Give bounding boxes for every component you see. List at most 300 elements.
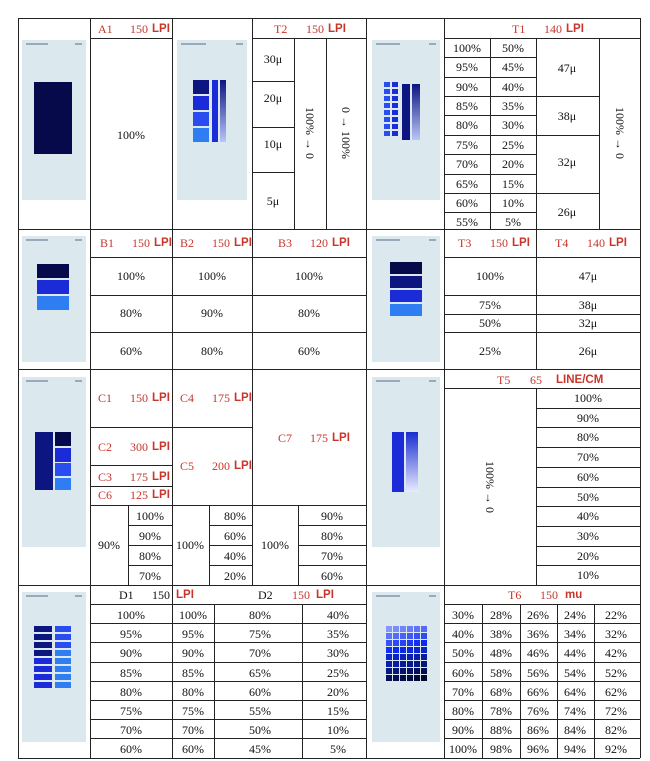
b1-lpi-value: 150 xyxy=(132,236,150,250)
t6-swatch xyxy=(407,640,413,646)
grid-line xyxy=(444,77,536,78)
t1-percent: 55% xyxy=(456,215,478,229)
b1-lpi-unit: LPI xyxy=(154,237,172,249)
d2-value: 60% xyxy=(182,742,204,757)
t1-thickness: 26μ xyxy=(557,205,577,219)
grid-line xyxy=(536,447,640,448)
t6-value: 38% xyxy=(490,627,512,642)
d-swatch xyxy=(55,642,71,648)
thumb-header-text xyxy=(429,380,436,382)
t5-gradient-label: 100% → 0 xyxy=(483,461,497,513)
t6-value: 52% xyxy=(605,665,627,680)
t6-value: 150 xyxy=(540,588,558,602)
t5-value: 50% xyxy=(577,489,599,504)
t6-swatch xyxy=(400,640,406,646)
t6-value: 70% xyxy=(452,684,474,699)
c6-name: C6 xyxy=(98,488,113,502)
t6-swatch xyxy=(386,633,392,639)
d2-value: 70% xyxy=(249,646,271,661)
thumb-header-text xyxy=(376,239,400,241)
grid-line xyxy=(444,295,640,296)
c2-lpi-unit: LPI xyxy=(152,441,170,453)
t6-swatch xyxy=(407,654,413,660)
b1-name: B1 xyxy=(100,236,115,250)
t4-thickness: 47μ xyxy=(578,269,598,283)
t6-value: 84% xyxy=(564,723,586,738)
grid-line xyxy=(90,486,172,487)
d2-value: 80% xyxy=(249,608,271,622)
t3-value: 50% xyxy=(479,316,501,330)
t2-swatch xyxy=(193,128,209,142)
t6-swatch xyxy=(386,668,392,674)
c7-lpi-unit: LPI xyxy=(332,432,350,444)
c-grid-value: 90% xyxy=(139,529,161,543)
c3-lpi-unit: LPI xyxy=(152,471,170,483)
grid-line xyxy=(128,565,172,566)
grid-line xyxy=(536,38,537,229)
grid-line xyxy=(90,662,366,663)
t1-percent: 15% xyxy=(502,177,524,191)
d2-value: 90% xyxy=(182,646,204,661)
a1-lpi-unit: LPI xyxy=(152,23,170,35)
t1-swatch xyxy=(392,131,398,136)
t6-value: 72% xyxy=(605,704,627,718)
b3-lpi-value: 120 xyxy=(310,236,328,250)
t6-swatch xyxy=(421,654,427,660)
d2-value: 40% xyxy=(327,608,349,622)
grid-line xyxy=(90,465,172,466)
d-swatch xyxy=(34,642,52,648)
grid-line xyxy=(90,700,366,701)
t1-swatch xyxy=(384,117,390,122)
d2-value: 5% xyxy=(330,742,346,757)
thumb-header-text xyxy=(376,43,400,45)
grid-line xyxy=(90,623,366,624)
c-grid-value: 60% xyxy=(321,569,343,583)
d1-value: 85% xyxy=(120,665,142,680)
t6-value: 64% xyxy=(564,684,586,699)
c-grid-value: 60% xyxy=(224,529,246,543)
t6-value: 46% xyxy=(527,646,549,661)
d2-value: 75% xyxy=(249,627,271,642)
grid-line xyxy=(536,526,640,527)
thumb-header xyxy=(376,43,436,48)
t1-percent: 40% xyxy=(502,80,524,94)
t6-swatch xyxy=(407,675,413,681)
t4-thickness: 32μ xyxy=(578,316,598,330)
t5-unit: LINE/CM xyxy=(556,374,604,386)
thumb-header-text xyxy=(181,43,206,45)
b-swatch xyxy=(37,296,69,310)
t6-swatch xyxy=(400,654,406,660)
t1-percent: 50% xyxy=(502,41,524,55)
b3-value: 80% xyxy=(298,306,320,320)
b2-name: B2 xyxy=(180,236,195,250)
c6-lpi-unit: LPI xyxy=(152,489,170,501)
t2-name: T2 xyxy=(274,22,288,36)
grid-line xyxy=(90,295,366,296)
t6-swatch xyxy=(407,661,413,667)
c-grid-value: 40% xyxy=(224,549,246,563)
t6-swatch xyxy=(393,654,399,660)
t2-thickness: 5μ xyxy=(266,194,280,208)
t6-unit: mu xyxy=(565,589,583,601)
c5-name: C5 xyxy=(180,459,195,473)
t6-swatch xyxy=(400,661,406,667)
grid-line xyxy=(536,408,640,409)
d-swatch xyxy=(55,674,71,680)
thumb-header-text xyxy=(376,595,400,597)
grid-line xyxy=(536,427,640,428)
t3-name: T3 xyxy=(458,236,472,250)
t6-value: 66% xyxy=(527,684,549,699)
t6-swatch xyxy=(400,626,406,632)
t5-value: 20% xyxy=(577,548,599,563)
grid-line xyxy=(128,525,172,526)
t4-name: T4 xyxy=(555,236,569,250)
grid-line xyxy=(444,257,640,258)
c3-lpi-value: 175 xyxy=(130,470,148,484)
thumb-header-text xyxy=(429,43,436,45)
grid-line xyxy=(252,18,253,229)
t6-value: 98% xyxy=(490,742,512,757)
b2-lpi-value: 150 xyxy=(212,236,230,250)
t6-swatch xyxy=(400,675,406,681)
t6-swatch xyxy=(393,640,399,646)
t1-swatch xyxy=(392,117,398,122)
d-swatch xyxy=(55,658,71,664)
c4-lpi-unit: LPI xyxy=(234,392,252,404)
t1-percent: 80% xyxy=(456,118,478,132)
t6-value: 26% xyxy=(527,608,549,622)
t2-lpi-value: 150 xyxy=(306,22,324,36)
t1-percent: 100% xyxy=(453,41,481,55)
grid-line xyxy=(90,738,366,739)
t1-percent: 90% xyxy=(456,80,478,94)
d-swatch xyxy=(34,666,52,672)
grid-line xyxy=(18,369,640,370)
grid-line xyxy=(444,719,640,720)
d2-value: 10% xyxy=(327,723,349,738)
a1-value: 100% xyxy=(117,128,145,142)
d-swatch xyxy=(55,626,71,632)
t1-percent: 75% xyxy=(456,138,478,152)
c-grid-value: 100% xyxy=(261,538,289,552)
thumb-header-text xyxy=(26,43,48,45)
t6-value: 100% xyxy=(449,742,477,757)
thumb-header xyxy=(26,595,82,600)
thumb-header xyxy=(181,43,243,48)
d2-value: 70% xyxy=(182,723,204,738)
t6-value: 76% xyxy=(527,704,549,718)
d-swatch xyxy=(55,634,71,640)
grid-line xyxy=(444,38,640,39)
grid-line xyxy=(490,38,491,229)
thumb-header-text xyxy=(26,239,48,241)
t6-swatch xyxy=(414,640,420,646)
d2-value: 35% xyxy=(327,627,349,642)
t6-value: 56% xyxy=(527,665,549,680)
t6-value: 82% xyxy=(605,723,627,738)
b1-value: 60% xyxy=(120,344,142,358)
grid-line xyxy=(209,525,252,526)
c-preview xyxy=(22,377,86,547)
grid-line xyxy=(536,135,599,136)
t6-value: 60% xyxy=(452,665,474,680)
t6-swatch xyxy=(393,647,399,653)
t1-percent: 45% xyxy=(502,60,524,74)
b-swatch xyxy=(37,264,69,278)
d2-value: 85% xyxy=(182,665,204,680)
c1-lpi-value: 150 xyxy=(130,391,148,405)
b1-value: 100% xyxy=(117,269,145,283)
t6-value: 32% xyxy=(605,627,627,642)
t1-swatch xyxy=(384,89,390,94)
grid-line xyxy=(18,585,640,586)
thumb-header-text xyxy=(429,239,436,241)
grid-line xyxy=(252,172,294,173)
t1-swatch xyxy=(392,89,398,94)
grid-line xyxy=(18,18,19,758)
d-swatch xyxy=(34,650,52,656)
t1-swatch xyxy=(392,110,398,115)
grid-line xyxy=(252,229,253,369)
d2-lpi-value: 150 xyxy=(292,588,310,602)
t1-percent: 25% xyxy=(502,138,524,152)
t2-thickness: 10μ xyxy=(263,137,283,151)
t1-percent: 85% xyxy=(456,99,478,113)
thumb-header-text xyxy=(429,595,436,597)
d2-value: 55% xyxy=(249,704,271,718)
t6-value: 74% xyxy=(564,704,586,718)
t6-value: 22% xyxy=(605,608,627,622)
grid-line xyxy=(252,505,366,506)
t4-thickness: 26μ xyxy=(578,344,598,358)
t5-swatch xyxy=(392,432,404,492)
d2-value: 75% xyxy=(182,704,204,718)
grid-line xyxy=(444,57,536,58)
d2-value: 60% xyxy=(249,684,271,699)
t6-swatch xyxy=(414,654,420,660)
grid-line xyxy=(252,38,366,39)
t1-swatch xyxy=(384,103,390,108)
grid-line xyxy=(444,193,536,194)
t3-value: 25% xyxy=(479,344,501,358)
c-grid-value: 80% xyxy=(139,549,161,563)
t6-swatch xyxy=(421,633,427,639)
t1-name: T1 xyxy=(512,22,526,36)
thumb-header xyxy=(376,380,436,385)
thumb-header-text xyxy=(236,43,243,45)
d-swatch xyxy=(34,682,52,688)
d-swatch xyxy=(55,650,71,656)
d-swatch xyxy=(34,634,52,640)
t6-value: 58% xyxy=(490,665,512,680)
t6-swatch xyxy=(414,675,420,681)
a1-swatch xyxy=(34,82,72,154)
t1-percent: 35% xyxy=(502,99,524,113)
d2-value: 15% xyxy=(327,704,349,718)
d2-value: 30% xyxy=(327,646,349,661)
c4-lpi-value: 175 xyxy=(212,391,230,405)
b2-lpi-unit: LPI xyxy=(234,237,252,249)
d2-value: 50% xyxy=(249,723,271,738)
t6-swatch xyxy=(386,626,392,632)
grid-line xyxy=(209,565,252,566)
t6-swatch xyxy=(393,668,399,674)
grid-line xyxy=(444,174,536,175)
d2-value: 25% xyxy=(327,665,349,680)
thumb-header-text xyxy=(75,43,82,45)
c-grid-value: 100% xyxy=(136,509,164,523)
t5-lpi-value: 65 xyxy=(530,373,542,387)
grid-line xyxy=(444,388,640,389)
t3-lpi-unit: LPI xyxy=(512,237,530,249)
d2-value: 80% xyxy=(182,684,204,699)
t6-value: 42% xyxy=(605,646,627,661)
t6-swatch xyxy=(414,633,420,639)
grid-line xyxy=(298,545,366,546)
grid-line xyxy=(172,18,173,229)
grid-line xyxy=(326,38,327,229)
t6-swatch xyxy=(414,661,420,667)
grid-line xyxy=(90,38,172,39)
t1-swatch xyxy=(384,131,390,136)
t1-swatch xyxy=(384,96,390,101)
c1-name: C1 xyxy=(98,391,113,405)
t6-swatch xyxy=(407,626,413,632)
c-grid-value: 20% xyxy=(224,569,246,583)
t2-swatch xyxy=(193,112,209,126)
c-swatch xyxy=(55,478,71,490)
d-swatch xyxy=(55,666,71,672)
b2-value: 90% xyxy=(201,306,223,320)
t1-lpi-unit: LPI xyxy=(566,23,584,35)
t6-swatch xyxy=(393,661,399,667)
t6-swatch xyxy=(421,647,427,653)
d-swatch xyxy=(34,626,52,632)
t6-value: 36% xyxy=(527,627,549,642)
t2-thickness: 30μ xyxy=(263,52,283,66)
grid-line xyxy=(172,369,173,585)
t6-swatch xyxy=(393,633,399,639)
c3-name: C3 xyxy=(98,470,113,484)
grid-line xyxy=(444,314,640,315)
grid-line xyxy=(536,96,599,97)
grid-line xyxy=(444,681,640,682)
d2-lpi-unit: LPI xyxy=(316,589,334,601)
t6-value: 54% xyxy=(564,665,586,680)
t1-percent: 30% xyxy=(502,118,524,132)
t3-value: 100% xyxy=(476,269,504,283)
t1-lpi-value: 140 xyxy=(544,22,562,36)
t6-swatch xyxy=(407,633,413,639)
t6-value: 50% xyxy=(452,646,474,661)
t3-swatch xyxy=(390,276,422,288)
t6-swatch xyxy=(421,675,427,681)
grid-line xyxy=(90,332,366,333)
t3-value: 75% xyxy=(479,298,501,312)
t6-value: 28% xyxy=(490,608,512,622)
grid-line xyxy=(444,623,640,624)
grid-line xyxy=(536,229,537,369)
d1-value: 80% xyxy=(120,684,142,699)
b3-lpi-unit: LPI xyxy=(332,237,350,249)
grid-line xyxy=(18,758,640,759)
t5-name: T5 xyxy=(497,373,511,387)
c-grid-value: 80% xyxy=(224,509,246,523)
t5-gradient xyxy=(406,432,418,492)
t1-thickness: 47μ xyxy=(557,61,577,75)
grid-line xyxy=(90,18,91,758)
t6-value: 62% xyxy=(605,684,627,699)
grid-line xyxy=(444,700,640,701)
c7-name: C7 xyxy=(278,431,293,445)
grid-line xyxy=(18,229,640,230)
grid-line xyxy=(172,585,173,758)
t6-swatch xyxy=(407,668,413,674)
t1-swatch xyxy=(384,124,390,129)
t5-value: 90% xyxy=(577,410,599,425)
grid-line xyxy=(536,565,640,566)
t1-swatch xyxy=(392,82,398,87)
t6-value: 44% xyxy=(564,646,586,661)
d2-value: 65% xyxy=(249,665,271,680)
t6-value: 68% xyxy=(490,684,512,699)
grid-line xyxy=(444,642,640,643)
c5-lpi-unit: LPI xyxy=(234,460,252,472)
thumb-header xyxy=(26,380,82,385)
t2-gradient xyxy=(220,80,226,142)
t1-swatch xyxy=(384,82,390,87)
d1-value: 100% xyxy=(117,608,145,622)
t6-value: 40% xyxy=(452,627,474,642)
t2-gradient-label: 100% → 0 xyxy=(303,107,317,159)
t6-swatch xyxy=(414,647,420,653)
t6-swatch xyxy=(421,640,427,646)
t6-name: T6 xyxy=(508,588,522,602)
t1-percent: 20% xyxy=(502,157,524,171)
t6-value: 92% xyxy=(605,742,627,757)
grid-line xyxy=(536,487,640,488)
t6-value: 24% xyxy=(564,608,586,622)
t2-gradient-label: 0 → 100% xyxy=(339,107,353,159)
b3-value: 60% xyxy=(298,344,320,358)
grid-line xyxy=(444,738,640,739)
grid-line xyxy=(444,96,536,97)
grid-line xyxy=(172,229,173,369)
t6-value: 86% xyxy=(527,723,549,738)
thumb-header-text xyxy=(376,380,400,382)
grid-line xyxy=(444,662,640,663)
grid-line xyxy=(90,604,366,605)
grid-line xyxy=(90,719,366,720)
grid-line xyxy=(444,604,640,605)
t1-percent: 65% xyxy=(456,177,478,191)
grid-line xyxy=(444,115,536,116)
d1-value: 90% xyxy=(120,646,142,661)
t1-percent: 10% xyxy=(502,196,524,210)
t5-value: 80% xyxy=(577,430,599,445)
c1-lpi-unit: LPI xyxy=(152,392,170,404)
grid-line xyxy=(444,212,536,213)
c-grid-value: 90% xyxy=(98,538,120,552)
thumb-header xyxy=(376,595,436,600)
grid-line xyxy=(536,193,599,194)
t6-swatch xyxy=(421,626,427,632)
grid-line xyxy=(252,369,253,585)
t6-swatch xyxy=(393,675,399,681)
